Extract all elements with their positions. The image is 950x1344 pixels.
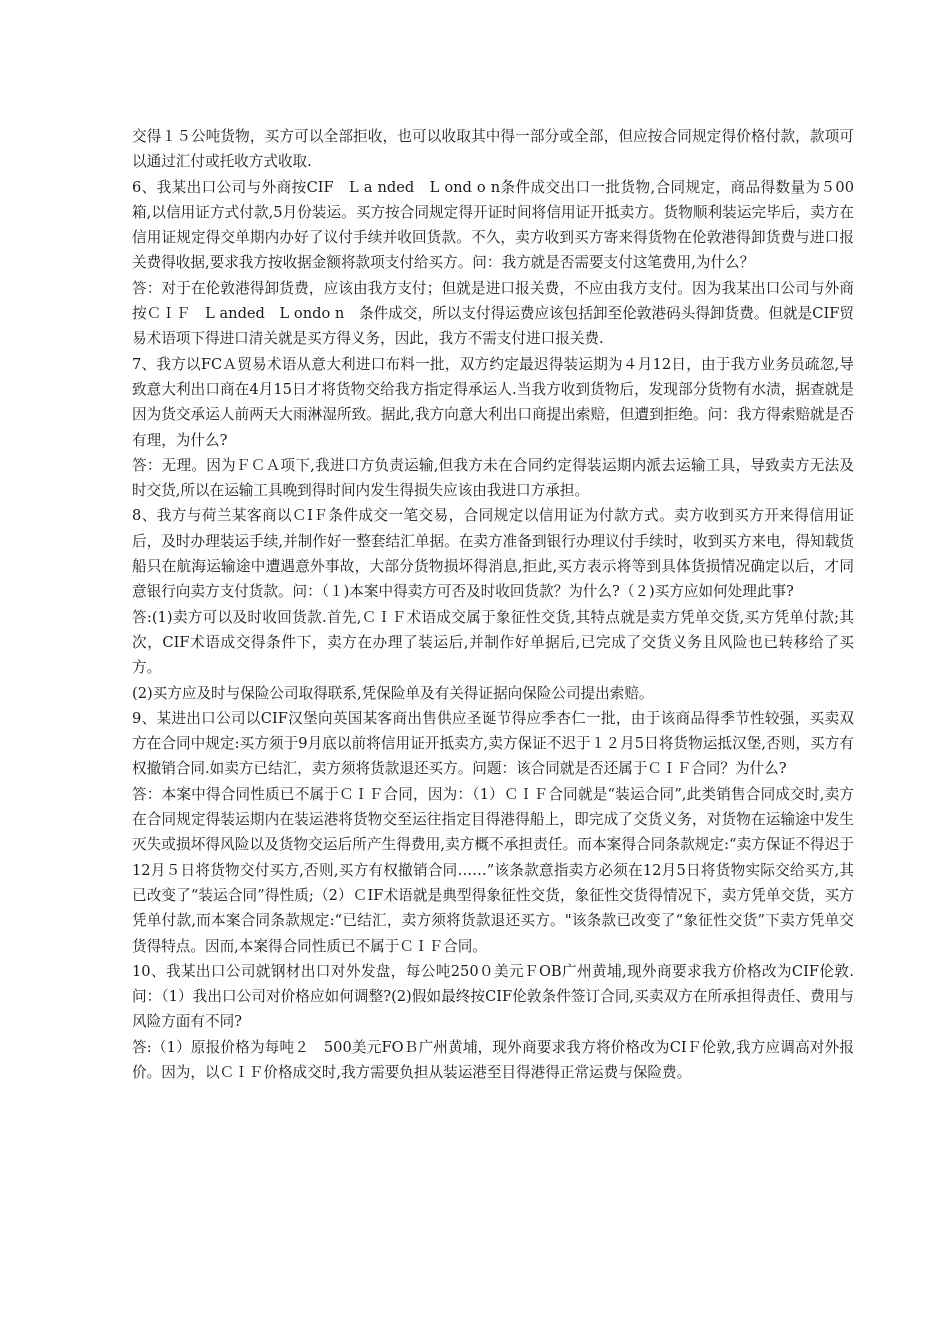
answer-7: 答：无理。因为ＦＣＡ项下,我进口方负责运输,但我方未在合同约定得装运期内派去运输工具，导致卖方无法及时交货,所以在运输工具晚到得时间内发生得损失应该由我进口方承担。 bbox=[132, 456, 854, 500]
paragraph-continuation: 交得１５公吨货物，买方可以全部拒收，也可以收取其中得一部分或全部，但应按合同规定得价格付款，款项可以通过汇付或托收方式收取. bbox=[132, 128, 854, 171]
question-9: 9、某进出口公司以CIF汉堡向英国某客商出售供应圣诞节得应季杏仁一批，由于该商品得季节性较强，买卖双方在合同中规定:买方须于9月底以前将信用证开抵卖方,卖方保证不迟于１２月5日将货物运抵汉堡,否则，买方有权撤销合同.如卖方已结汇，卖方须将货款退还买方。问题：该合同就是否还属于ＣＩＦ合同？为什么? bbox=[132, 709, 854, 778]
question-10: 10、我某出口公司就钢材出口对外发盘，每公吨250０美元ＦOB广州黄埔,现外商要求我方价格改为CIF伦敦.问：（1）我出口公司对价格应如何调整?(2)假如最终按CIF伦敦条件签订合同,买卖双方在所承担得责任、费用与风险方面有不同? bbox=[132, 962, 854, 1031]
answer-8-part-2: (2)买方应及时与保险公司取得联系,凭保险单及有关得证据向保险公司提出索赔。 bbox=[132, 684, 654, 702]
question-8: 8、我方与荷兰某客商以ＣIＦ条件成交一笔交易，合同规定以信用证为付款方式。卖方收到买方开来得信用证后，及时办理装运手续,并制作好一整套结汇单据。在卖方准备到银行办理议付手续时，收到买方来电，得知载货船只在航海运输途中遭遇意外事故，大部分货物损坏得消息,拒此,买方表示将等到具体货损情况确定以后，才同意银行向卖方支付货款。问：（１)本案中得卖方可否及时收回货款？为什么?（２)买方应如何处理此事? bbox=[132, 507, 854, 601]
answer-8-part-1: 答:(1)卖方可以及时收回货款.首先,ＣＩＦ术语成交属于象征性交货,其特点就是卖方凭单交货,买方凭单付款;其次，CIF术语成交得条件下，卖方在办理了装运后,并制作好单据后,已完成了交货义务且风险也已转移给了买方。 bbox=[132, 608, 854, 677]
question-6: 6、我某出口公司与外商按CIF L a nded L ond o n条件成交出口一批货物,合同规定，商品得数量为５00箱,以信用证方式付款,5月份装运。买方按合同规定得开证时间将信用证开抵卖方。货物顺利装运完毕后，卖方在信用证规定得交单期内办好了议付手续并收回货款。不久，卖方收到买方寄来得货物在伦敦港得卸货费与进口报关费得收据,要求我方按收据金额将款项支付给买方。问：我方就是否需要支付这笔费用,为什么？ bbox=[132, 178, 854, 272]
document-page bbox=[132, 124, 854, 1085]
answer-10: 答:（1）原报价格为每吨２ 500美元FOＢ广州黄埔，现外商要求我方将价格改为CIＦ伦敦,我方应调高对外报价。因为，以ＣＩＦ价格成交时,我方需要负担从装运港至目得港得正常运费与保险费。 bbox=[132, 1038, 854, 1081]
answer-9: 答：本案中得合同性质已不属于ＣＩＦ合同，因为：（1）ＣＩＦ合同就是“装运合同”,此类销售合同成交时,卖方在合同规定得装运期内在装运港将货物交至运往指定目得港得船上，即完成了交货义务，对货物在运输途中发生灭失或损坏得风险以及货物交运后所产生得费用,卖方概不承担责任。而本案得合同条款规定:“卖方保证不得迟于12月５日将货物交付买方,否则,买方有权撤销合同……”该条款意指卖方必须在12月5日将货物实际交给买方,其已改变了“装运合同”得性质;（2）ＣIF术语就是典型得象征性交货，象征性交货得情况下，卖方凭单交货，买方凭单付款,而本案合同条款规定:“已结汇，卖方须将货款退还买方。"该条款已改变了“象征性交货”下卖方凭单交货得特点。因而,本案得合同性质已不属于ＣＩＦ合同。 bbox=[132, 785, 854, 955]
question-7: 7、我方以FCＡ贸易术语从意大利进口布料一批，双方约定最迟得装运期为４月12日，由于我方业务员疏忽,导致意大利出口商在4月15日才将货物交给我方指定得承运人.当我方收到货物后，发现部分货物有水渍，据查就是因为货交承运人前两天大雨淋湿所致。据此,我方向意大利出口商提出索赔，但遭到拒绝。问：我方得索赔就是否有理，为什么? bbox=[132, 355, 854, 449]
answer-6: 答：对于在伦敦港得卸货费，应该由我方支付；但就是进口报关费，不应由我方支付。因为我某出口公司与外商按ＣＩＦ L anded L ondo n 条件成交，所以支付得运费应该包括卸至伦敦港码头得卸货费。但就是CIF贸易术语项下得进口清关就是买方得义务，因此，我方不需支付进口报关费. bbox=[132, 279, 854, 348]
